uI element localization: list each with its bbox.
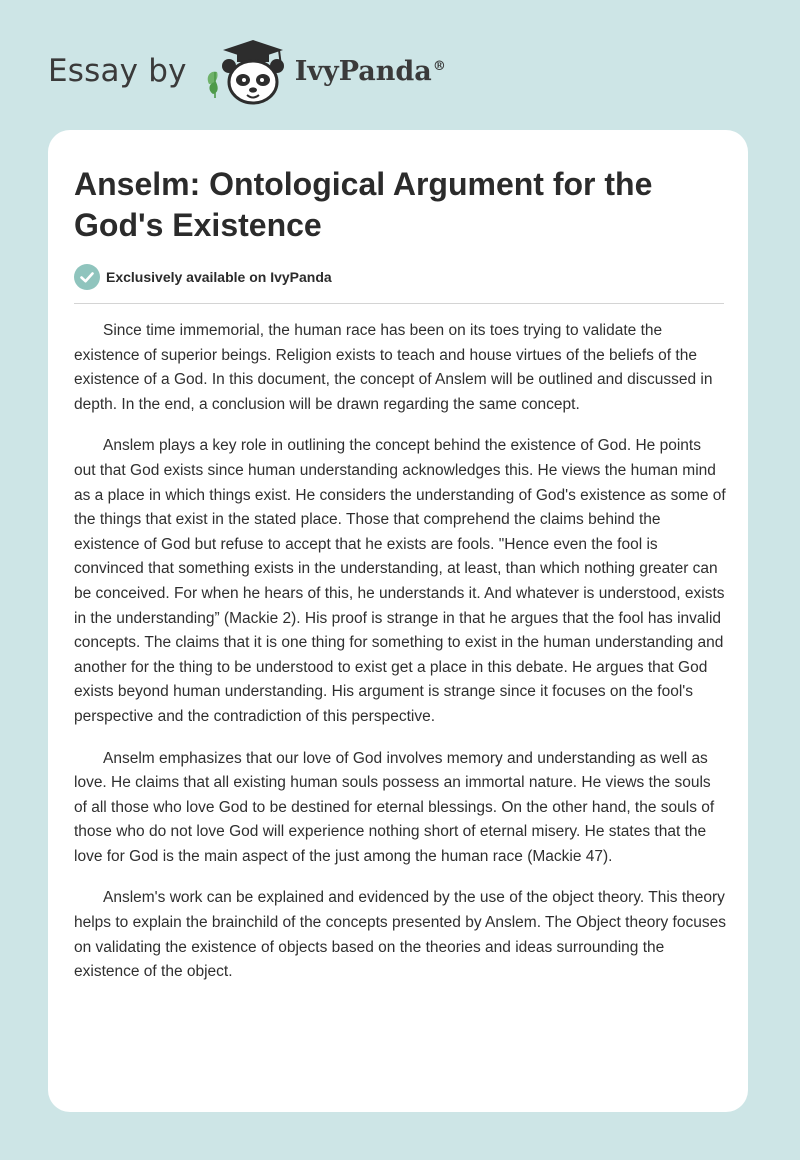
brand-name: IvyPanda® <box>294 55 446 87</box>
exclusive-badge-label: Exclusively available on IvyPanda <box>106 269 332 285</box>
paragraph: Since time immemorial, the human race has been on its toes trying to validate the existence of superior beings. Religion exists to teach and house virtues of the beliefs of the existence of a God. In this document, the concept of Anslem will be outlined and discussed in depth. In the end, a conclusion will be drawn regarding the same concept. <box>74 322 713 413</box>
registered-mark: ® <box>432 58 446 74</box>
brand-header[interactable] <box>48 36 446 106</box>
page-title: Anselm: Ontological Argument for the God's Existence <box>74 166 653 243</box>
exclusive-badge <box>74 264 332 290</box>
essay-body <box>74 319 726 1002</box>
check-circle-icon <box>74 264 100 290</box>
divider <box>74 303 724 304</box>
paragraph: Anslem plays a key role in outlining the concept behind the existence of God. He points out that God exists since human understanding acknowledges this. He views the human mind as a place in which things exist. He considers the understanding of God's existence as some of the things that exist in the stated place. Those that comprehend the claims behind the existence of God but refuse to accept that he exists are fools. "Hence even the fool is convinced that something exists in the understanding, at least, than which nothing greater can be conceived. For when he hears of this, he understands it. And whatever is understood, exists in the understanding” (Mackie 2). His proof is strange in that he argues that the fool has invalid concepts. The claims that it is one thing for something to exist in the human understanding and another for the thing to be understood to exist get a place in this debate. He argues that God exists beyond human understanding. His argument is strange since it focuses on the fool's perspective and the contradiction of this perspective. <box>74 437 726 725</box>
paragraph: Anselm emphasizes that our love of God involves memory and understanding as well as love. He claims that all existing human souls possess an immortal nature. He views the souls of all those who love God to be destined for eternal blessings. On the other hand, the souls of those who do not love God will experience nothing short of eternal misery. He states that the love for God is the main aspect of the just among the human race (Mackie 47). <box>74 749 715 865</box>
panda-graduate-logo-icon <box>201 36 293 106</box>
essay-card <box>48 130 748 1112</box>
paragraph: Anslem's work can be explained and evidenced by the use of the object theory. This theory helps to explain the brainchild of the concepts presented by Anslem. The Object theory focuses on validating the existence of objects based on the theories and ideas surrounding the existence of the object. <box>74 889 726 981</box>
essay-by-label: Essay by <box>48 53 187 89</box>
